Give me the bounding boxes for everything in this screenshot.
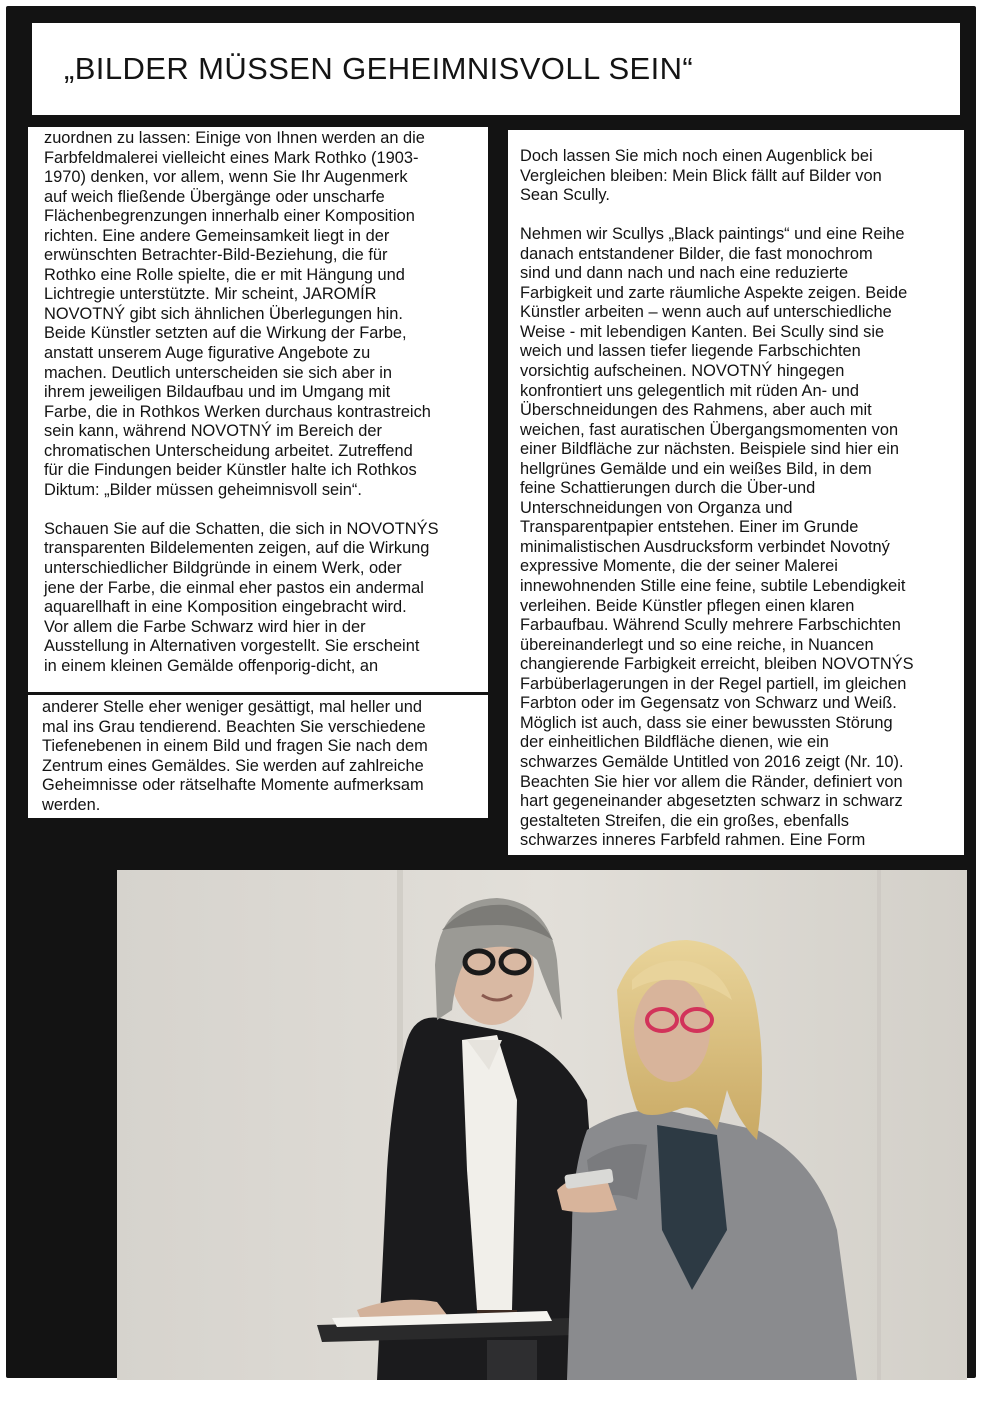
text-line: transparenten Bildelementen zeigen, auf die Wirkung — [44, 539, 430, 558]
text-line: konfrontiert uns gelegentlich mit rüden An- und — [520, 381, 859, 400]
text-line: weich und lassen tiefer liegende Farbschichten — [520, 342, 861, 361]
text-line: ihrem jeweiligen Bildaufbau und im Umgang mit — [44, 383, 391, 402]
text-line: Vor allem die Farbe Schwarz wird hier in der — [44, 617, 366, 636]
left-column-text-2 — [42, 698, 428, 815]
title-clipping — [32, 23, 960, 115]
text-line: Farbfeldmalerei vielleicht eines Mark Rothko (1903- — [44, 148, 419, 167]
text-line: feine Schattierungen durch die Über-und — [520, 479, 816, 498]
text-line: danach entstandener Bilder, die fast monochrom — [520, 244, 873, 263]
text-line: changierende Farbigkeit erreicht, bleiben NOVOTNÝS — [520, 655, 914, 674]
right-column-clipping — [508, 130, 964, 855]
text-line: einer Bildfläche zur nächsten. Beispiele sind hier ein — [520, 440, 900, 459]
text-line: aquarellhaft in eine Komposition eingebracht wird. — [44, 598, 407, 617]
text-line: Unterschneidungen von Organza und — [520, 498, 793, 517]
text-line: Nehmen wir Scullys „Black paintings“ und eine Reihe — [520, 225, 905, 244]
left-column-text-1 — [44, 129, 439, 676]
left-column-clipping-1 — [28, 127, 488, 692]
photo-two-women-at-lectern — [117, 870, 967, 1380]
right-column-text — [520, 147, 914, 851]
text-line: verleihen. Beide Künstler pflegen einen klaren — [520, 596, 855, 615]
text-line: anstatt unserem Auge figurative Angebote zu — [44, 344, 371, 363]
text-line: NOVOTNÝ gibt sich ähnlichen Überlegungen hin. — [44, 304, 403, 323]
text-line: Rothko eine Rolle spielte, die er mit Hängung und — [44, 265, 405, 284]
text-line: Farbe, die in Rothkos Werken durchaus kontrastreich — [44, 402, 431, 421]
text-line: Vergleichen bleiben: Mein Blick fällt auf Bilder von — [520, 166, 882, 185]
text-line: hellgrünes Gemälde und ein weißes Bild, in dem — [520, 459, 872, 478]
text-line: schwarzes inneres Farbfeld rahmen. Eine Form — [520, 831, 866, 850]
text-line: auf weich fließende Übergänge oder unscharfe — [44, 187, 385, 206]
text-line: sind und dann nach und nach eine reduzierte — [520, 264, 849, 283]
text-line: Doch lassen Sie mich noch einen Augenblick bei — [520, 147, 873, 165]
page-title: „BILDER MÜSSEN GEHEIMNISVOLL SEIN“ — [64, 51, 694, 86]
text-line: minimalistischen Ausdrucksform verbindet Novotný — [520, 537, 890, 556]
paragraph-gap — [44, 500, 439, 520]
text-line: unterschiedlicher Bildgründe in einem Werk, oder — [44, 559, 402, 578]
text-line: innewohnenden Stille eine feine, subtile Lebendigkeit — [520, 577, 906, 596]
text-line: Zentrum eines Gemäldes. Sie werden auf zahlreiche — [42, 756, 424, 775]
text-line: Farbigkeit und zarte räumliche Aspekte zeigen. Beide — [520, 283, 908, 302]
text-line: vorsichtig aufscheinen. NOVOTNÝ hingegen — [520, 362, 845, 381]
text-line: Möglich ist auch, dass sie einer bewussten Störung — [520, 713, 893, 732]
photo-illustration — [117, 870, 967, 1380]
text-line: für die Findungen beider Künstler halte ich Rothkos — [44, 461, 417, 480]
text-line: machen. Deutlich unterscheiden sie sich aber in — [44, 363, 393, 382]
text-line: Weise - mit lebendigen Kanten. Bei Scully sind sie — [520, 322, 885, 341]
text-line: Künstler arbeiten – wenn auch auf unterschiedliche — [520, 303, 892, 322]
text-line: anderer Stelle eher weniger gesättigt, mal heller und — [42, 698, 422, 716]
text-line: schwarzes Gemälde Untitled von 2016 zeigt (Nr. 10). — [520, 752, 904, 771]
text-line: 1970) denken, vor allem, wenn Sie Ihr Augenmerk — [44, 168, 408, 187]
text-line: erwünschten Betrachter-Bild-Beziehung, die für — [44, 246, 388, 265]
text-line: weichen, fast auratischen Übergangsmomenten von — [520, 420, 899, 439]
text-line: Schauen Sie auf die Schatten, die sich in NOVOTNÝS — [44, 519, 439, 538]
text-line: richten. Eine andere Gemeinsamkeit liegt in der — [44, 226, 390, 245]
text-line: Überschneidungen des Rahmens, aber auch mit — [520, 401, 872, 420]
text-line: Beide Künstler setzten auf die Wirkung der Farbe, — [44, 324, 407, 343]
text-line: mal ins Grau tendierend. Beachten Sie verschiedene — [42, 717, 426, 736]
text-line: Diktum: „Bilder müssen geheimnisvoll sein“. — [44, 480, 362, 499]
text-line: werden. — [42, 795, 101, 814]
left-column-clipping-2 — [28, 695, 488, 818]
text-line: sein kann, während NOVOTNÝ im Bereich der — [44, 422, 382, 441]
text-line: Ausstellung in Alternativen vorgestellt. Sie erscheint — [44, 637, 420, 656]
text-line: Transparentpapier entstehen. Einer im Grunde — [520, 518, 859, 537]
text-line: Geheimnisse oder rätselhafte Momente aufmerksam — [42, 776, 424, 795]
text-line: zuordnen zu lassen: Einige von Ihnen werden an die — [44, 129, 425, 147]
text-line: Lichtregie unterstützte. Mir scheint, JAROMÍR — [44, 285, 377, 304]
text-line: jene der Farbe, die einmal eher pastos ein andermal — [44, 578, 424, 597]
text-line: Tiefenebenen in einem Bild und fragen Sie nach dem — [42, 737, 428, 756]
text-line: Farbaufbau. Während Scully mehrere Farbschichten — [520, 616, 901, 635]
text-line: Sean Scully. — [520, 186, 610, 205]
text-line: Flächenbegrenzungen innerhalb einer Komposition — [44, 207, 415, 226]
text-line: übereinanderlegt und so eine reiche, in Nuancen — [520, 635, 874, 654]
text-line: Farbton oder im Gegensatz von Schwarz und Weiß. — [520, 694, 897, 713]
paragraph-gap — [520, 206, 914, 226]
text-line: Beachten Sie hier vor allem die Ränder, definiert von — [520, 772, 903, 791]
text-line: chromatischen Unterscheidung arbeitet. Zutreffend — [44, 441, 413, 460]
text-line: in einem kleinen Gemälde offenporig-dicht, an — [44, 656, 379, 675]
text-line: gestalteten Streifen, die ein großes, ebenfalls — [520, 811, 849, 830]
text-line: hart gegeneinander abgesetzten schwarz in schwarz — [520, 792, 903, 811]
text-line: expressive Momente, die der seiner Malerei — [520, 557, 838, 576]
text-line: der einheitlichen Bildfläche dienen, wie ein — [520, 733, 829, 752]
text-line: Farbüberlagerungen in der Regel partiell, im gleichen — [520, 674, 907, 693]
